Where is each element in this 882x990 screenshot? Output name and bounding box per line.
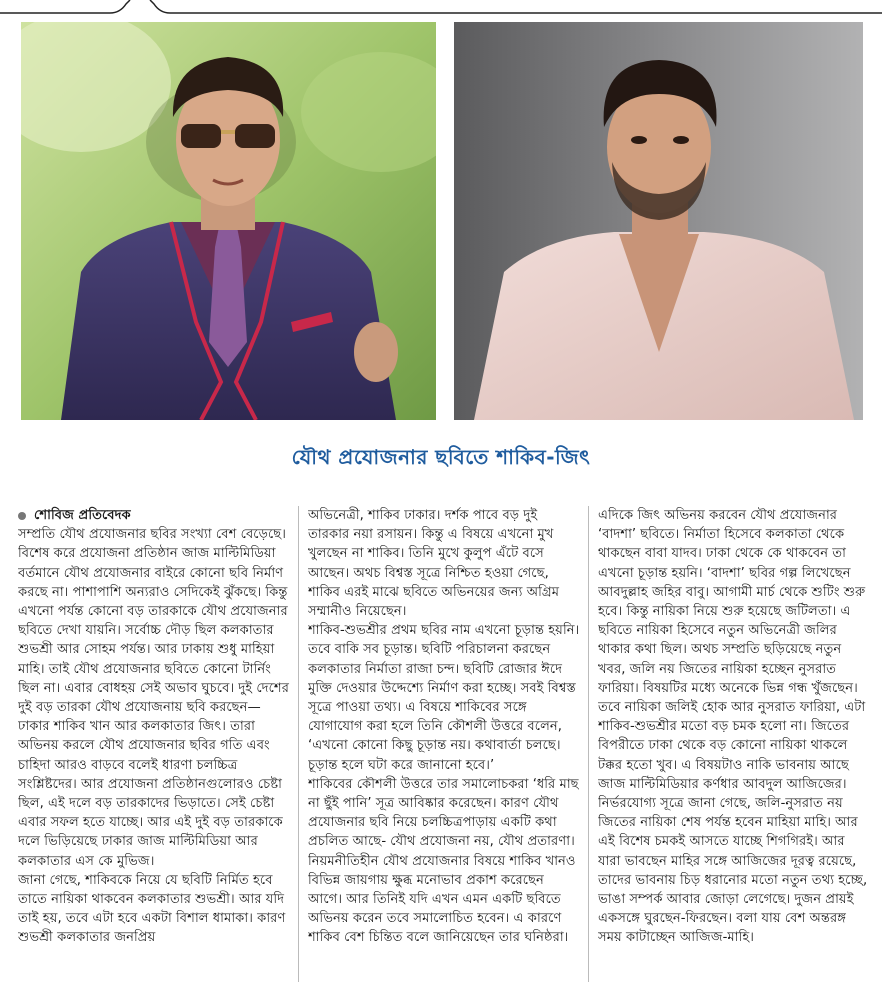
top-decoration (0, 0, 882, 14)
article-column-1 (18, 506, 290, 986)
byline (18, 506, 290, 525)
paragraph: শাকিবের কৌশলী উত্তরে তার সমালোচকরা ‘ধরি মাছ না ছুঁই পানি’ সূত্র আবিষ্কার করেছেন। কারণ যৌথ প্রযোজনার ছবি নিয়ে চলচ্চিত্রপাড়ায় একটি কথা প্রচলিত আছে- যৌথ প্রযোজনা নয়, যৌথ প্রতারণা। নিয়মনীতিহীন যৌথ প্রযোজনার বিষয়ে শাকিব খানও বিভিন্ন জায়গায় ক্ষুব্ধ মনোভাব প্রকাশ করেছেন আগে। আর তিনিই যদি এখন এমন একটি ছবিতে অভিনয় করেন তবে সমালোচিত হবেন। এ কারণে শাকিব বেশ চিন্তিত বলে জানিয়েছেন তার ঘনিষ্ঠরা। (308, 776, 579, 946)
bullet-icon (18, 512, 26, 520)
column-divider (588, 506, 589, 982)
paragraph: এদিকে জিৎ অভিনয় করবেন যৌথ প্রযোজনার ‘বাদশা’ ছবিতে। নির্মাতা হিসেবে কলকাতা থেকে থাকছেন বাবা যাদব। ঢাকা থেকে কে থাকবেন তা এখনো চূড়ান্ত হয়নি। ‘বাদশা’ ছবির গল্প লিখেছেন আবদুল্লাহ জহির বাবু। আগামী মার্চ থেকে শুটিং শুরু হবে। কিন্তু নায়িকা নিয়ে শুরু হয়েছে জটিলতা। এ ছবিতে নায়িকা হিসেবে নতুন অভিনেত্রী জলির থাকার কথা ছিল। অথচ সম্প্রতি ছড়িয়েছে নতুন খবর, জলি নয় জিতের নায়িকা হচ্ছেন নুসরাত ফারিয়া। বিষয়টির মধ্যে অনেকে ভিন্ন গন্ধ খুঁজছেন। তবে নায়িকা জলিই হোক আর নুসরাত ফারিয়া, এটা শাকিব-শুভশ্রীর মতো বড় চমক হলো না। জিতের বিপরীতে ঢাকা থেকে বড় কোনো নায়িকা থাকলে টক্কর হতো খুব। এ বিষয়টাও নাকি ভাবনায় আছে জাজ মাল্টিমিডিয়ার কর্ণধার আবদুল আজিজের। নির্ভরযোগ্য সূত্রে জানা গেছে, জলি-নুসরাত নয় জিতের নায়িকা শেষ পর্যন্ত হবেন মাহিয়া মাহি। আর এই বিশেষ চমকই আসতে যাচ্ছে শিগগিরই। আর যারা ভাবছেন মাহির সঙ্গে আজিজের দূরত্ব রয়েছে, তাদের ভাবনায় চিড় ধরানোর মতো নতুন তথ্য হচ্ছে, ভাঙা সম্পর্ক আবার জোড়া লেগেছে। দুজন প্রায়ই একসঙ্গে ঘুরছেন-ফিরছেন। বলা যায় বেশ অন্তরঙ্গ সময় কাটাচ্ছেন আজিজ-মাহি। (598, 508, 868, 946)
paragraph: জানা গেছে, শাকিবকে নিয়ে যে ছবিটি নির্মিত হবে তাতে নায়িকা থাকবেন কলকাতার শুভশ্রী। আর যদি তাই হয়, তবে এটা হবে একটা বিশাল ধামাকা। কারণ শুভশ্রী কলকাতার জনপ্রিয় (18, 872, 286, 946)
paragraph: অভিনেত্রী, শাকিব ঢাকার। দর্শক পাবে বড় দুই তারকার নয়া রসায়ন। কিন্তু এ বিষয়ে এখনো মুখ খুলছেন না শাকিব। তিনি মুখে কুলুপ এঁটে বসে আছেন। অথচ বিশ্বস্ত সূত্রে নিশ্চিত হওয়া গেছে, শাকিব এরই মাঝে ছবিতে অভিনয়ের জন্য অগ্রিম সম্মানীও নিয়েছেন। (308, 508, 560, 620)
article-column-2 (308, 506, 580, 986)
article-headline: যৌথ প্রযোজনার ছবিতে শাকিব-জিৎ (291, 445, 591, 469)
byline-text: শোবিজ প্রতিবেদক (34, 508, 131, 523)
photo-shakib-khan (21, 22, 436, 420)
column-divider (298, 506, 299, 982)
photo-jeet (454, 22, 863, 420)
paragraph: শাকিব-শুভশ্রীর প্রথম ছবির নাম এখনো চূড়ান্ত হয়নি। তবে বাকি সব চূড়ান্ত। ছবিটি পরিচালনা করছেন কলকাতার নির্মাতা রাজা চন্দ। ছবিটি রোজার ঈদে মুক্তি দেওয়ার উদ্দেশ্যে নির্মাণ করা হচ্ছে। সবই বিশ্বস্ত সূত্রে পাওয়া তথ্য। এ বিষয়ে শাকিবের সঙ্গে যোগাযোগ করা হলে তিনি কৌশলী উত্তরে বলেন, ‘এখনো কোনো কিছু চূড়ান্ত নয়। কথাবার্তা চলছে। চূড়ান্ত হলে ঘটা করে জানানো হবে।’ (308, 623, 580, 773)
article-column-3 (598, 506, 870, 986)
paragraph: সম্প্রতি যৌথ প্রযোজনার ছবির সংখ্যা বেশ বেড়েছে। বিশেষ করে প্রযোজনা প্রতিষ্ঠান জাজ মাল্টিমিডিয়া বর্তমানে যৌথ প্রযোজনার বাইরে কোনো ছবি নির্মাণ করছে না। পাশাপাশি অন্যরাও সেদিকেই ঝুঁকছে। কিন্তু এখনো পর্যন্ত কোনো বড় তারকাকে যৌথ প্রযোজনার ছবিতে দেখা যায়নি। সর্বোচ্চ দৌড় ছিল কলকাতার শুভশ্রী আর সোহম পর্যন্ত। আর ঢাকায় শুধু মাহিয়া মাহি। তাই যৌথ প্রযোজনার ছবিতে কোনো টার্নিং ছিল না। এবার বোধহয় সেই অভাব ঘুচবে। দুই দেশের দুই বড় তারকা যৌথ প্রযোজনায় ছবি করছেন— ঢাকার শাকিব খান আর কলকাতার জিৎ। তারা অভিনয় করলে যৌথ প্রযোজনার ছবির গতি এবং চাহিদা আরও বাড়বে বলেই ধারণা চলচ্চিত্র সংশ্লিষ্টদের। আর প্রযোজনা প্রতিষ্ঠানগুলোরও চেষ্টা ছিল, এই দলে বড় তারকাদের ভিড়াতে। সেই চেষ্টা এবার সফল হতে যাচ্ছে। আর এই দুই বড় তারকাকে দলে ভিড়িয়েছে ঢাকার জাজ মাল্টিমিডিয়া আর কলকাতার এস কে মুভিজ। (18, 527, 289, 869)
